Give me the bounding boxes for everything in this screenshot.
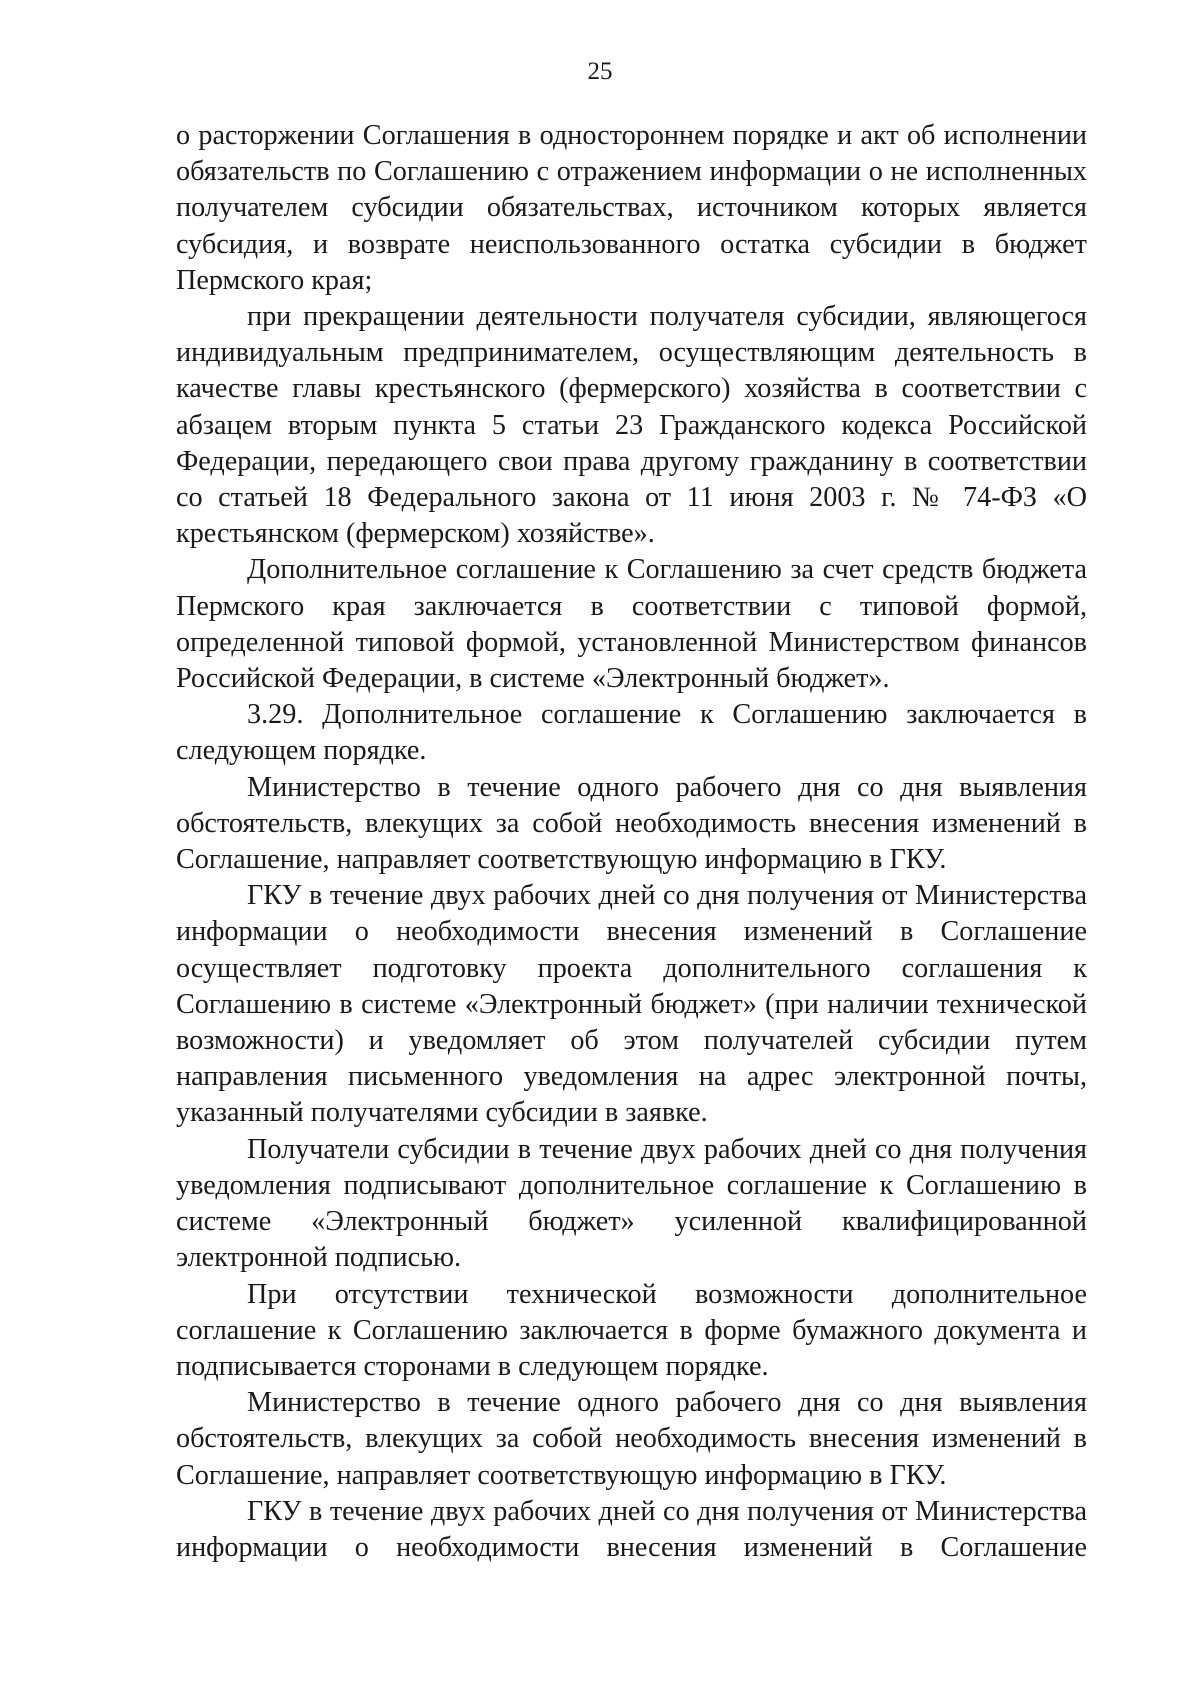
page-number: 25 [587, 58, 613, 85]
paragraph-gku-preparation: ГКУ в течение двух рабочих дней со дня получения от Министерства информации о необходимости внесения изменений в Соглашение осуществляет подготовку проекта дополнительного соглашения к Соглашению в системе «Электронный бюджет» (при наличии технической возможности) и уведомляет об этом получателей субсидии путем направления письменного уведомления на адрес электронной почты, указанный получателями субсидии в заявке. [176, 880, 1087, 1129]
paragraph-gku-preparation-paper: ГКУ в течение двух рабочих дней со дня получения от Министерства информации о необходимости внесения изменений в Соглашение [176, 1495, 1087, 1563]
paragraph-ministry-notice: Министерство в течение одного рабочего дня со дня выявления обстоятельств, влекущих за собой необходимость внесения изменений в Соглашение, направляет соответствующую информацию в ГКУ. [176, 771, 1087, 876]
paragraph-termination-continued: о расторжении Соглашения в одностороннем порядке и акт об исполнении обязательств по Соглашению с отражением информации о не исполненных получателем субсидии обязательствах, источником которых является субсидия, и возврате неиспользованного остатка субсидии в бюджет Пермского края; [176, 120, 1087, 296]
paragraph-recipients-signing: Получатели субсидии в течение двух рабочих дней со дня получения уведомления подписывают дополнительное соглашение к Соглашению в системе «Электронный бюджет» усиленной квалифицированной электронной подписью. [176, 1133, 1087, 1274]
paragraph-clause-3-29: 3.29. Дополнительное соглашение к Соглашению заключается в следующем порядке. [176, 699, 1087, 767]
document-body [176, 118, 1087, 1566]
paragraph-paper-form: При отсутствии технической возможности дополнительное соглашение к Соглашению заключается в форме бумажного документа и подписывается сторонами в следующем порядке. [176, 1278, 1087, 1382]
paragraph-farm-termination: при прекращении деятельности получателя субсидии, являющегося индивидуальным предпринимателем, осуществляющим деятельность в качестве главы крестьянского (фермерского) хозяйства в соответствии с абзацем вторым пункта 5 статьи 23 Гражданского кодекса Российской Федерации, передающего свои права другому гражданину в соответствии со статьей 18 Федерального закона от 11 июня 2003 г. № 74-ФЗ «О крестьянском (фермерском) хозяйстве». [176, 301, 1087, 550]
paragraph-additional-agreement-form: Дополнительное соглашение к Соглашению за счет средств бюджета Пермского края заключается в соответствии с типовой формой, определенной типовой формой, установленной Министерством финансов Российской Федерации, в системе «Электронный бюджет». [176, 554, 1087, 695]
paragraph-ministry-notice-paper: Министерство в течение одного рабочего дня со дня выявления обстоятельств, влекущих за собой необходимость внесения изменений в Соглашение, направляет соответствующую информацию в ГКУ. [176, 1387, 1087, 1491]
